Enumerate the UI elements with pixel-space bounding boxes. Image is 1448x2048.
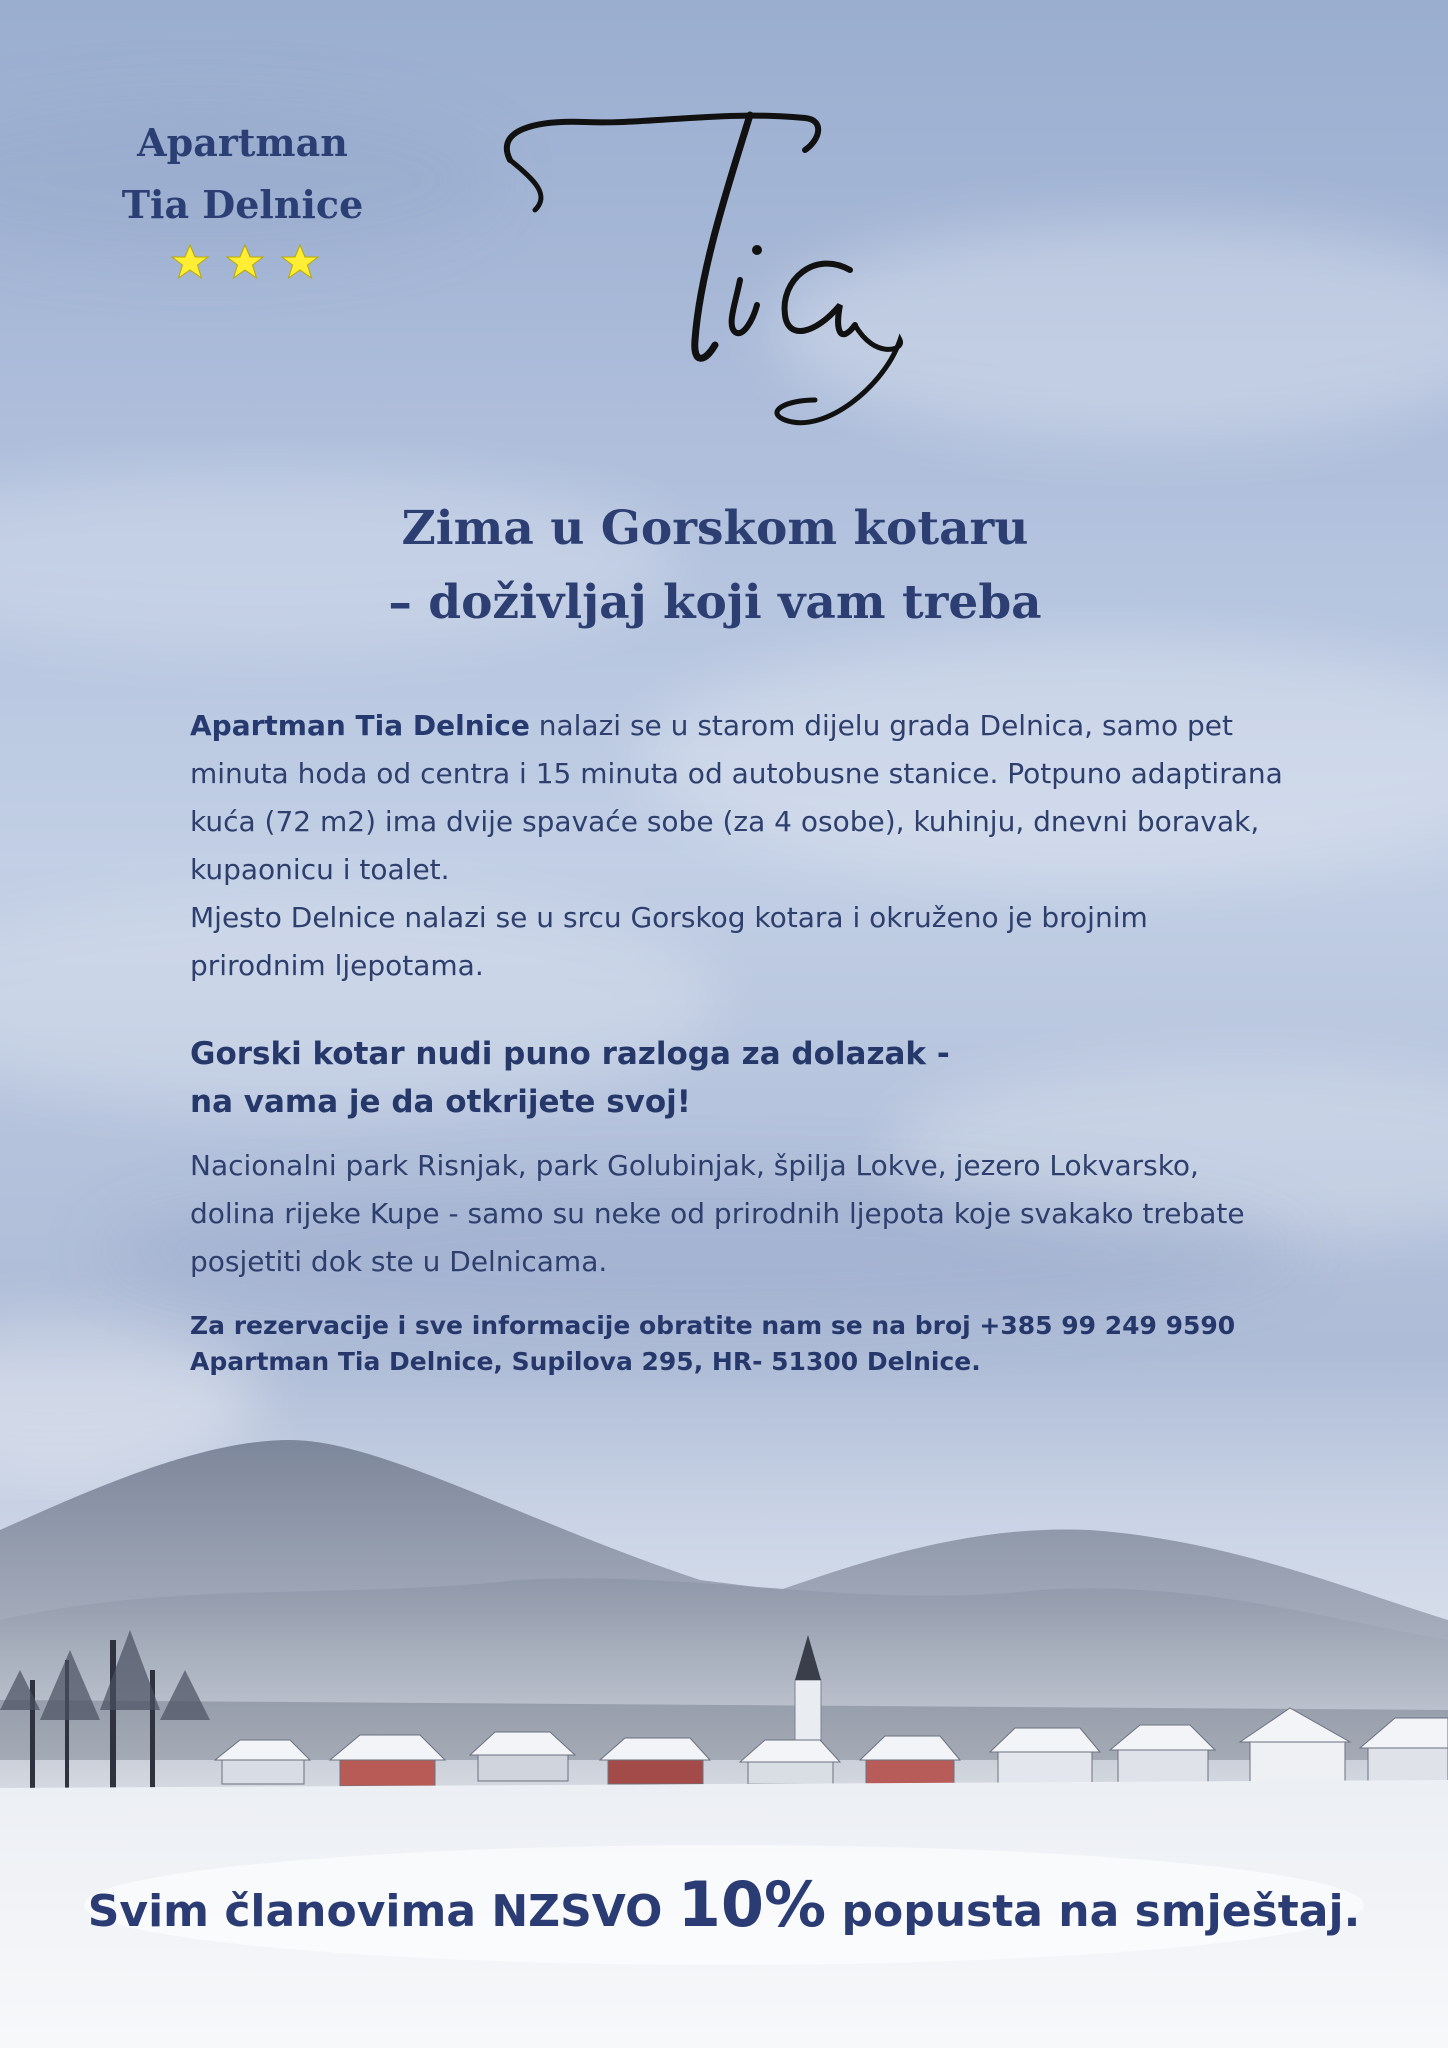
subheading-line-1: Gorski kotar nudi puno razloga za dolazak - (190, 1036, 950, 1072)
headline-line-1: Zima u Gorskom kotaru (401, 501, 1029, 556)
contact-info (190, 1308, 1340, 1380)
intro-paragraph (190, 702, 1290, 990)
discount-text-after: popusta na smještaj. (826, 1886, 1361, 1937)
brand-name-line-1: Apartman (137, 120, 348, 165)
intro-paragraph-1 (190, 702, 1290, 894)
discount-text-before: Svim članovima NZSVO (87, 1886, 678, 1937)
discount-banner (0, 1860, 1448, 1957)
brand-name (90, 112, 395, 236)
tia-script-logo (495, 100, 925, 440)
subheading-line-2: na vama je da otkrijete svoj! (190, 1084, 691, 1120)
discount-percent: 10% (677, 1868, 827, 1941)
star-icon (280, 242, 320, 282)
reservation-phone-line: Za rezervacije i sve informacije obratite nam se na broj +385 99 249 9590 (190, 1311, 1236, 1340)
intro-paragraph-2: Mjesto Delnice nalazi se u srcu Gorskog kotara i okruženo je brojnim prirodnim ljepotama. (190, 901, 1148, 982)
attractions-paragraph: Nacionalni park Risnjak, park Golubinjak, špilja Lokve, jezero Lokvarsko, dolina rijeke Kupe - samo su neke od prirodnih ljepota koje svakako trebate posjetiti dok ste u Delnicama. (190, 1149, 1245, 1278)
apartment-name: Apartman Tia Delnice (190, 709, 530, 742)
intro-text-1: nalazi se u starom dijelu grada Delnica, samo pet minuta hoda od centra i 15 minuta od autobusne stanice. Potpuno adaptirana kuća (72 m2) ima dvije spavaće sobe (za 4 osobe), kuhinju, dnevni boravak, kupaonicu i toalet. (190, 709, 1283, 886)
brand-name-line-2: Tia Delnice (121, 182, 364, 227)
star-icon (225, 242, 265, 282)
reasons-subheading (190, 1030, 1290, 1126)
star-icon (170, 242, 210, 282)
main-headline (200, 492, 1230, 640)
rating-stars (170, 242, 320, 282)
headline-line-2: – doživljaj koji vam treba (388, 575, 1042, 630)
address-line: Apartman Tia Delnice, Supilova 295, HR- 51300 Delnice. (190, 1347, 981, 1376)
